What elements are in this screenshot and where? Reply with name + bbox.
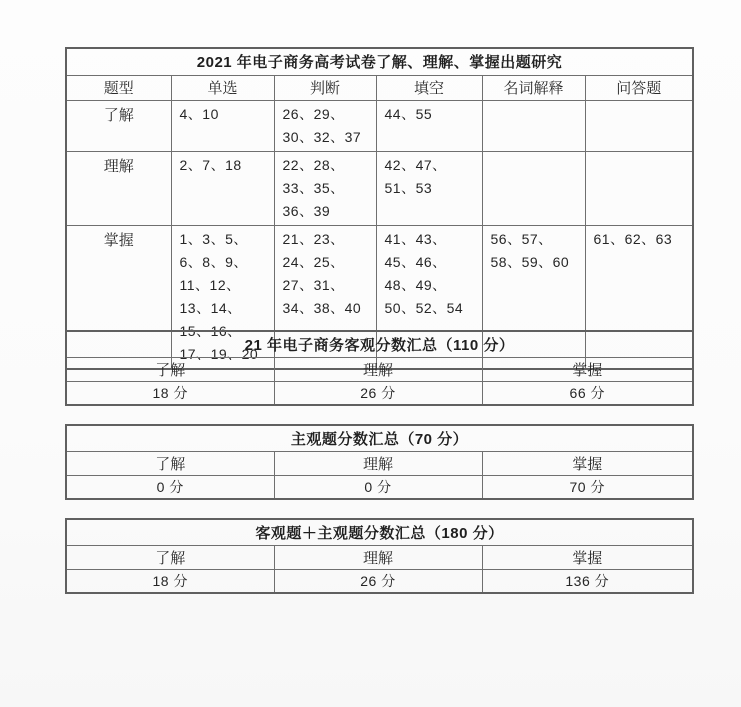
summary-values-row — [66, 475, 693, 499]
column-header-master: 掌握 — [482, 357, 693, 381]
question-numbers-cell: 41、43、45、46、48、49、50、52、54 — [376, 225, 482, 369]
summary-table-title: 客观题＋主观题分数汇总（180 分） — [66, 519, 693, 545]
question-numbers-cell: 42、47、51、53 — [376, 151, 482, 225]
exam-table-title: 2021 年电子商务高考试卷了解、理解、掌握出题研究 — [66, 48, 693, 75]
question-numbers-cell: 26、29、30、32、37 — [274, 100, 376, 151]
question-numbers-cell — [482, 100, 585, 151]
column-header-question-type: 题型 — [66, 75, 171, 100]
column-header-essay: 问答题 — [585, 75, 693, 100]
question-numbers-cell: 44、55 — [376, 100, 482, 151]
question-numbers-cell: 56、57、58、59、60 — [482, 225, 585, 369]
summary-title-row — [66, 519, 693, 545]
column-header-comprehend: 理解 — [274, 545, 482, 569]
summary-header-row — [66, 357, 693, 381]
column-header-term-explanation: 名词解释 — [482, 75, 585, 100]
score-value: 18 分 — [66, 381, 274, 405]
summary-title-row — [66, 425, 693, 451]
score-value: 66 分 — [482, 381, 693, 405]
score-value: 0 分 — [66, 475, 274, 499]
table-row-understand-level1 — [66, 100, 693, 151]
summary-values-row — [66, 381, 693, 405]
column-header-understand: 了解 — [66, 545, 274, 569]
summary-header-row — [66, 545, 693, 569]
summary-table-title: 21 年电子商务客观分数汇总（110 分） — [66, 331, 693, 357]
question-numbers-cell: 22、28、33、35、36、39 — [274, 151, 376, 225]
summary-table-title: 主观题分数汇总（70 分） — [66, 425, 693, 451]
question-numbers-cell: 21、23、24、25、27、31、34、38、40 — [274, 225, 376, 369]
subjective-score-summary-table — [65, 424, 694, 500]
row-label: 掌握 — [66, 225, 171, 369]
objective-score-summary-table — [65, 330, 694, 406]
table-row-comprehend-level2 — [66, 151, 693, 225]
row-label: 了解 — [66, 100, 171, 151]
score-value: 26 分 — [274, 381, 482, 405]
question-numbers-cell — [482, 151, 585, 225]
question-numbers-cell: 2、7、18 — [171, 151, 274, 225]
score-value: 0 分 — [274, 475, 482, 499]
question-numbers-cell — [585, 151, 693, 225]
question-numbers-cell: 61、62、63 — [585, 225, 693, 369]
score-value: 26 分 — [274, 569, 482, 593]
summary-header-row — [66, 451, 693, 475]
total-score-summary-table — [65, 518, 694, 594]
column-header-true-false: 判断 — [274, 75, 376, 100]
score-value: 18 分 — [66, 569, 274, 593]
column-header-understand: 了解 — [66, 451, 274, 475]
exam-table-title-row — [66, 48, 693, 75]
score-value: 70 分 — [482, 475, 693, 499]
exam-table-header-row — [66, 75, 693, 100]
row-label: 理解 — [66, 151, 171, 225]
column-header-single-choice: 单选 — [171, 75, 274, 100]
column-header-fill-blank: 填空 — [376, 75, 482, 100]
question-numbers-cell — [585, 100, 693, 151]
exam-analysis-table — [65, 47, 694, 370]
column-header-comprehend: 理解 — [274, 357, 482, 381]
question-numbers-cell: 4、10 — [171, 100, 274, 151]
column-header-understand: 了解 — [66, 357, 274, 381]
question-numbers-cell: 1、3、5、6、8、9、11、12、13、14、15、16、17、19、20 — [171, 225, 274, 369]
column-header-master: 掌握 — [482, 545, 693, 569]
column-header-master: 掌握 — [482, 451, 693, 475]
column-header-comprehend: 理解 — [274, 451, 482, 475]
summary-values-row — [66, 569, 693, 593]
summary-title-row — [66, 331, 693, 357]
score-value: 136 分 — [482, 569, 693, 593]
